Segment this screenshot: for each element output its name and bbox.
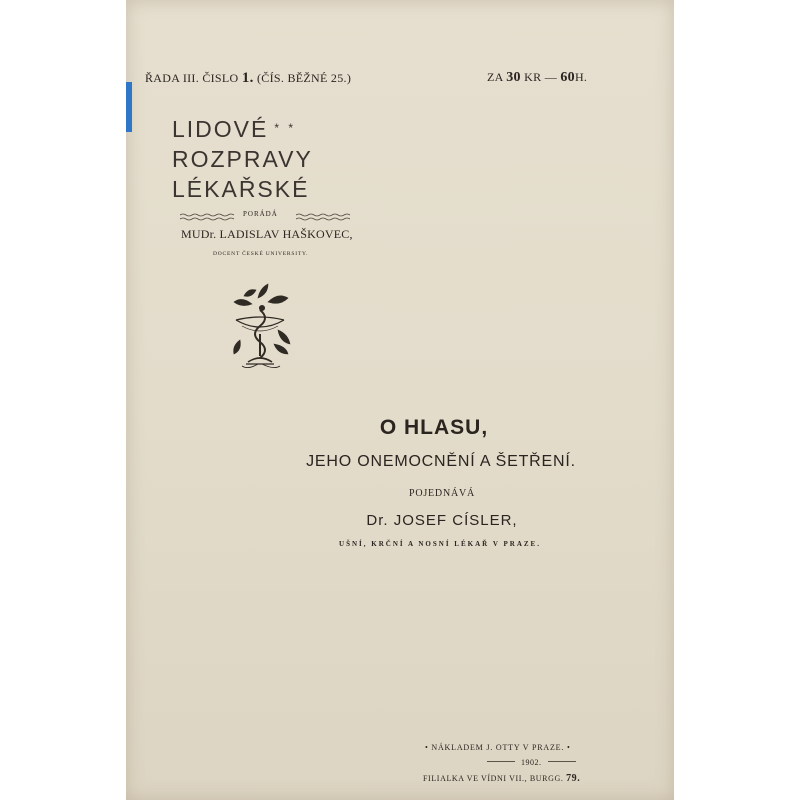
author-label: POJEDNÁVÁ (408, 488, 476, 499)
author-role: UŠNÍ, KRČNÍ A NOSNÍ LÉKAŘ V PRAZE. (339, 540, 541, 548)
price-info (487, 70, 587, 86)
editor-name: MUDr. LADISLAV HAŠKOVEC, (181, 227, 353, 241)
editor-label: PORÁDÁ (243, 210, 278, 218)
publisher-line: • NÁKLADEM J. OTTY V PRAZE. • (425, 743, 571, 752)
series-title-line1 (172, 116, 296, 143)
price-h: 60 (560, 70, 575, 85)
wave-ornament-left (180, 213, 234, 221)
wave-ornament-right (296, 213, 350, 221)
series-title-line3: LÉKAŘSKÉ (172, 176, 310, 202)
series-number: 1. (241, 70, 254, 86)
series-info (145, 70, 351, 87)
series-prefix: ŘADA III. ČISLO (145, 71, 239, 85)
publication-year: 1902. (481, 758, 582, 767)
blue-tab-mark (126, 82, 132, 132)
branch-text: FILIALKA VE VÍDNI VII., BURGG. (423, 774, 564, 783)
series-title-line2: ROZPRAVY (172, 146, 313, 172)
editor-title: DOCENT ČESKÉ UNIVERSITY. (213, 251, 309, 257)
branch-line (423, 773, 580, 784)
author-name: Dr. JOSEF CÍSLER, (366, 512, 518, 529)
price-kr: 30 (506, 70, 521, 85)
series-suffix: (ČÍS. BĚŽNÉ 25.) (256, 71, 352, 85)
work-title: O HLASU, (379, 416, 489, 439)
series-title-word1: LIDOVÉ (172, 116, 269, 142)
bowl-of-hygieia-icon (222, 280, 298, 376)
branch-number: 79. (566, 773, 581, 784)
price-suffix: H. (574, 70, 588, 84)
price-mid: KR — (524, 70, 558, 84)
stars-ornament: * * (274, 121, 297, 135)
work-subtitle: JEHO ONEMOCNĚNÍ A ŠETŘENÍ. (306, 453, 576, 470)
price-prefix: ZA (487, 70, 503, 84)
